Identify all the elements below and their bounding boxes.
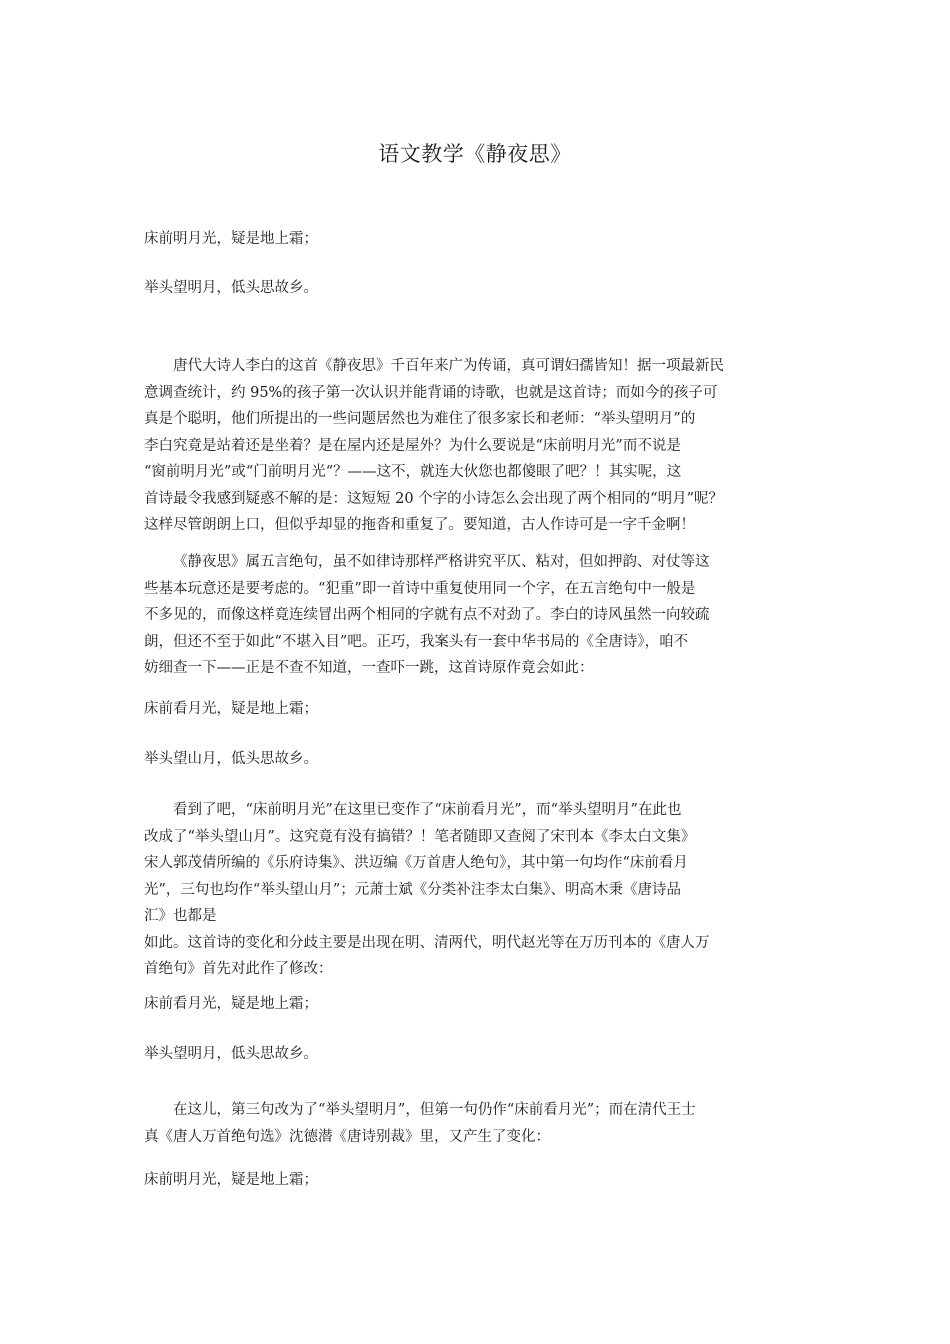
paragraph-line: 汇》也都是 (144, 908, 217, 924)
paragraph-line: 宋人郭茂倩所编的《乐府诗集》、洪迈编《万首唐人绝句》，其中第一句均作“床前看月 (144, 855, 688, 871)
paragraph-line: 首诗最令我感到疑惑不解的是：这短短 20 个字的小诗怎么会出现了两个相同的“明月”呢？ (144, 490, 723, 507)
paragraph-line: 首绝句》首先对此作了修改： (144, 961, 333, 977)
paragraph-line: “窗前明月光”或“门前明月光“？——这不，就连大伙您也都傻眼了吧？！其实呢，这 (144, 464, 682, 480)
poem-line: 床前明月光，疑是地上霜； (144, 231, 318, 247)
paragraph-line: 真是个聪明，他们所提出的一些问题居然也为难住了很多家长和老师：“举头望明月”的 (144, 411, 696, 427)
paragraph-line: 意调查统计，约 95%的孩子第一次认识并能背诵的诗歌，也就是这首诗；而如今的孩子可 (144, 384, 718, 401)
paragraph-1 (144, 353, 822, 539)
paragraph-line: 李白究竟是站着还是坐着？是在屋内还是屋外？为什么要说是“床前明月光”而不说是 (144, 437, 681, 454)
poem-line: 举头望山月，低头思故乡。 (144, 751, 318, 767)
paragraph-line: 真《唐人万首绝句选》沈德潜《唐诗别裁》里，又产生了变化： (144, 1128, 550, 1145)
paragraph-line: 看到了吧，“床前明月光”在这里已变作了“床前看月光”，而“举头望明月”在此也 (173, 802, 682, 818)
paragraph-4 (144, 1097, 822, 1150)
paragraph-2 (144, 549, 822, 682)
poem-line: 举头望明月，低头思故乡。 (144, 280, 318, 296)
paragraph-line: 这样尽管朗朗上口，但似乎却显的拖沓和重复了。要知道，古人作诗可是一字千金啊！ (144, 517, 695, 533)
paragraph-line: 朗，但还不至于如此“不堪入目”吧。正巧，我案头有一套中华书局的《全唐诗》，咱不 (144, 633, 689, 650)
paragraph-line: 《静夜思》属五言绝句，虽不如律诗那样严格讲究平仄、粘对，但如押韵、对仗等这 (173, 554, 710, 570)
poem-line: 床前看月光，疑是地上霜； (144, 996, 318, 1012)
paragraph-line: 不多见的，而像这样竟连续冒出两个相同的字就有点不对劲了。李白的诗风虽然一向较疏 (144, 607, 710, 623)
paragraph-3 (144, 797, 822, 983)
paragraph-line: 妨细查一下——正是不查不知道，一查吓一跳，这首诗原作竟会如此： (144, 660, 594, 676)
paragraph-line: 些基本玩意还是要考虑的。“犯重”即一首诗中重复使用同一个字，在五言绝句中一般是 (144, 580, 696, 597)
paragraph-line: 如此。这首诗的变化和分歧主要是出现在明、清两代，明代赵光等在万历刊本的《唐人万 (144, 934, 710, 951)
document-title: 语文教学《静夜思》 (378, 142, 572, 166)
paragraph-line: 在这儿，第三句改为了“举头望明月”，但第一句仍作“床前看月光”；而在清代王士 (173, 1102, 696, 1118)
poem-line: 举头望明月，低头思故乡。 (144, 1046, 318, 1062)
paragraph-line: 光”，三句也均作“举头望山月”；元萧士斌《分类补注李太白集》、明高木秉《唐诗品 (144, 881, 681, 898)
poem-line: 床前看月光，疑是地上霜； (144, 701, 318, 717)
poem-line: 床前明月光，疑是地上霜； (144, 1172, 318, 1188)
paragraph-line: 改成了“举头望山月”。这究竟有没有搞错？！笔者随即又查阅了宋刊本《李太白文集》 (144, 828, 696, 845)
paragraph-line: 唐代大诗人李白的这首《静夜思》千百年来广为传诵，真可谓妇孺皆知！据一项最新民 (173, 358, 724, 374)
